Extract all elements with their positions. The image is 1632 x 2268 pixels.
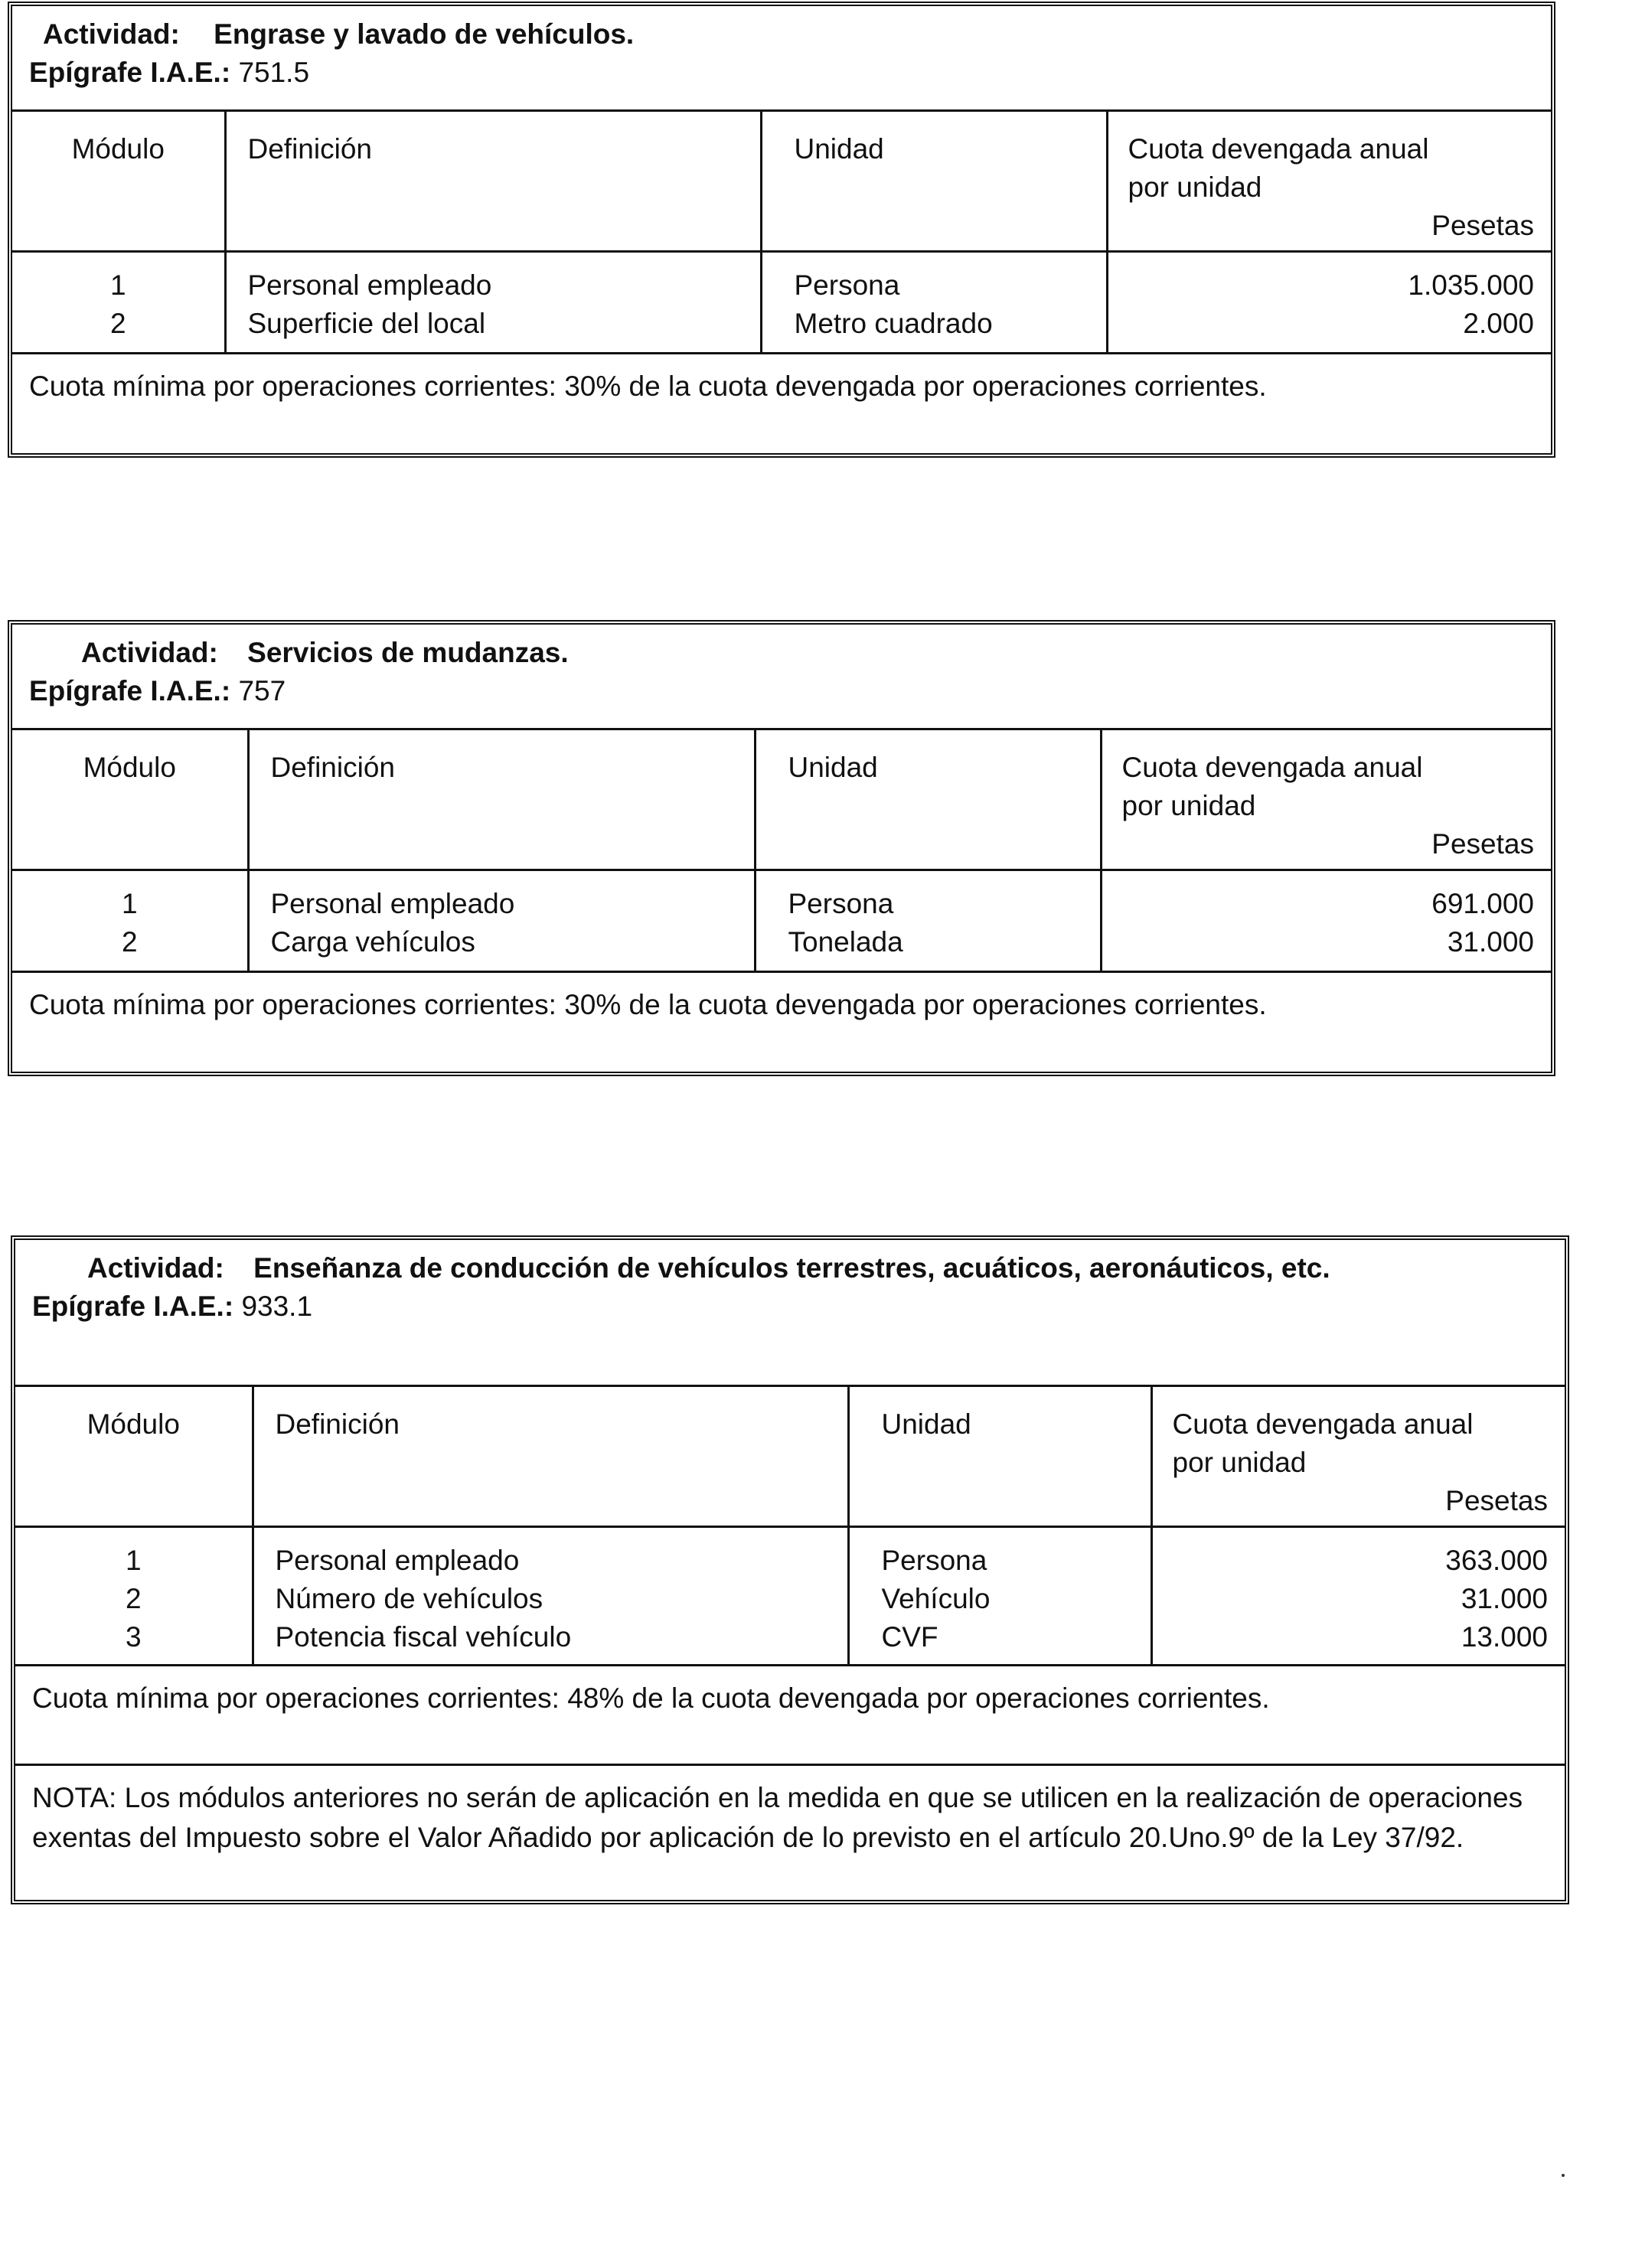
pesetas-label: Pesetas [1431, 210, 1534, 241]
definicion-cell [248, 870, 755, 971]
cuota-line2: por unidad [1172, 1447, 1307, 1478]
modules-table [12, 112, 1551, 352]
modulo-cell [12, 251, 225, 352]
table-body [15, 1526, 1565, 1664]
col-definicion: Definición [248, 730, 755, 870]
activity-block-3 [11, 1235, 1569, 1904]
column-header-row [12, 730, 1551, 870]
cuota-minima: Cuota mínima por operaciones corrientes: 30% de la cuota devengada por operaciones corrientes. [12, 971, 1551, 1073]
table-row: Potencia fiscal vehículo [275, 1620, 572, 1653]
table-row: 1.035.000 [1408, 269, 1534, 301]
activity-title [32, 1249, 1519, 1287]
nota: NOTA: Los módulos anteriores no serán de aplicación en la medida en que se utilicen en la realización de operaciones exentas del Impuesto sobre el Valor Añadido por aplicación de lo previsto en el artículo 20.Uno.9º de la Ley 37/92. [15, 1764, 1565, 1901]
cuota-line1: Cuota devengada anual [1121, 752, 1423, 783]
table-row: 31.000 [1461, 1582, 1548, 1614]
epigrafe-label: Epígrafe I.A.E.: [32, 1291, 234, 1322]
epigrafe-line [29, 54, 1551, 92]
table-body [12, 251, 1551, 352]
unidad-cell [761, 251, 1107, 352]
activity-label: Actividad: [43, 18, 180, 50]
modules-table [12, 730, 1551, 971]
modulo-cell [12, 870, 248, 971]
table-row: Personal empleado [270, 887, 515, 919]
table-row: 3 [125, 1620, 142, 1653]
table-row: 2 [109, 307, 126, 339]
table-row: 31.000 [1447, 925, 1534, 958]
cuota-line1: Cuota devengada anual [1172, 1408, 1474, 1440]
unidad-cell [848, 1526, 1151, 1664]
activity-header [12, 625, 1551, 730]
col-cuota [1151, 1387, 1565, 1526]
col-cuota [1101, 730, 1551, 870]
table-row: 1 [125, 1544, 142, 1576]
table-row: 363.000 [1445, 1544, 1548, 1576]
table-row: Persona [881, 1544, 987, 1576]
col-modulo: Módulo [15, 1387, 253, 1526]
col-unidad: Unidad [761, 112, 1107, 251]
cuota-line2: por unidad [1121, 790, 1256, 821]
cuota-cell [1101, 870, 1551, 971]
cuota-line2: por unidad [1128, 171, 1262, 203]
table-row: 2 [121, 925, 138, 958]
cuota-line1: Cuota devengada anual [1128, 133, 1429, 165]
col-unidad: Unidad [848, 1387, 1151, 1526]
table-row: 2 [125, 1582, 142, 1614]
table-row: Persona [788, 887, 894, 919]
col-unidad: Unidad [755, 730, 1101, 870]
activity-name: Servicios de mudanzas. [247, 637, 569, 668]
epigrafe-line [29, 672, 1551, 710]
table-row: Persona [794, 269, 900, 301]
modulo-cell [15, 1526, 253, 1664]
table-row: 1 [109, 269, 126, 301]
activity-title [43, 15, 1551, 54]
col-modulo: Módulo [12, 112, 225, 251]
table-row: 691.000 [1431, 887, 1534, 919]
column-header-row [15, 1387, 1565, 1526]
table-row: Vehículo [881, 1582, 991, 1614]
definicion-cell [253, 1526, 848, 1664]
activity-block-1 [8, 2, 1555, 458]
table-row: Superficie del local [247, 307, 486, 339]
table-row: Personal empleado [247, 269, 492, 301]
table-row: Tonelada [788, 925, 903, 958]
cuota-minima: Cuota mínima por operaciones corrientes: 30% de la cuota devengada por operaciones corrientes. [12, 352, 1551, 455]
col-cuota [1107, 112, 1551, 251]
col-modulo: Módulo [12, 730, 248, 870]
table-row: Personal empleado [275, 1544, 520, 1576]
activity-label: Actividad: [81, 637, 218, 668]
activity-header [15, 1240, 1565, 1387]
cuota-cell [1107, 251, 1551, 352]
pesetas-label: Pesetas [1445, 1485, 1548, 1516]
epigrafe-value: 757 [238, 675, 286, 707]
activity-label: Actividad: [87, 1252, 224, 1284]
table-row: Metro cuadrado [794, 307, 993, 339]
modules-table [15, 1387, 1565, 1664]
col-definicion: Definición [253, 1387, 848, 1526]
table-row: Carga vehículos [270, 925, 475, 958]
table-row: 2.000 [1463, 307, 1534, 339]
epigrafe-label: Epígrafe I.A.E.: [29, 675, 231, 707]
epigrafe-label: Epígrafe I.A.E.: [29, 57, 231, 88]
table-row: Número de vehículos [275, 1582, 543, 1614]
activity-name: Enseñanza de conducción de vehículos terrestres, acuáticos, aeronáuticos, etc. [253, 1252, 1330, 1284]
cuota-minima: Cuota mínima por operaciones corrientes: 48% de la cuota devengada por operaciones corrientes. [15, 1664, 1565, 1764]
column-header-row [12, 112, 1551, 251]
scan-speck [1562, 2174, 1565, 2177]
definicion-cell [225, 251, 761, 352]
table-body [12, 870, 1551, 971]
cuota-cell [1151, 1526, 1565, 1664]
activity-name: Engrase y lavado de vehículos. [214, 18, 635, 50]
epigrafe-line [32, 1287, 1519, 1326]
col-definicion: Definición [225, 112, 761, 251]
table-row: 1 [121, 887, 138, 919]
activity-title [81, 634, 1551, 672]
pesetas-label: Pesetas [1431, 828, 1534, 860]
unidad-cell [755, 870, 1101, 971]
epigrafe-value: 933.1 [241, 1291, 313, 1322]
activity-block-2 [8, 620, 1555, 1076]
table-row: 13.000 [1461, 1620, 1548, 1653]
epigrafe-value: 751.5 [238, 57, 310, 88]
table-row: CVF [881, 1620, 938, 1653]
activity-header [12, 6, 1551, 112]
